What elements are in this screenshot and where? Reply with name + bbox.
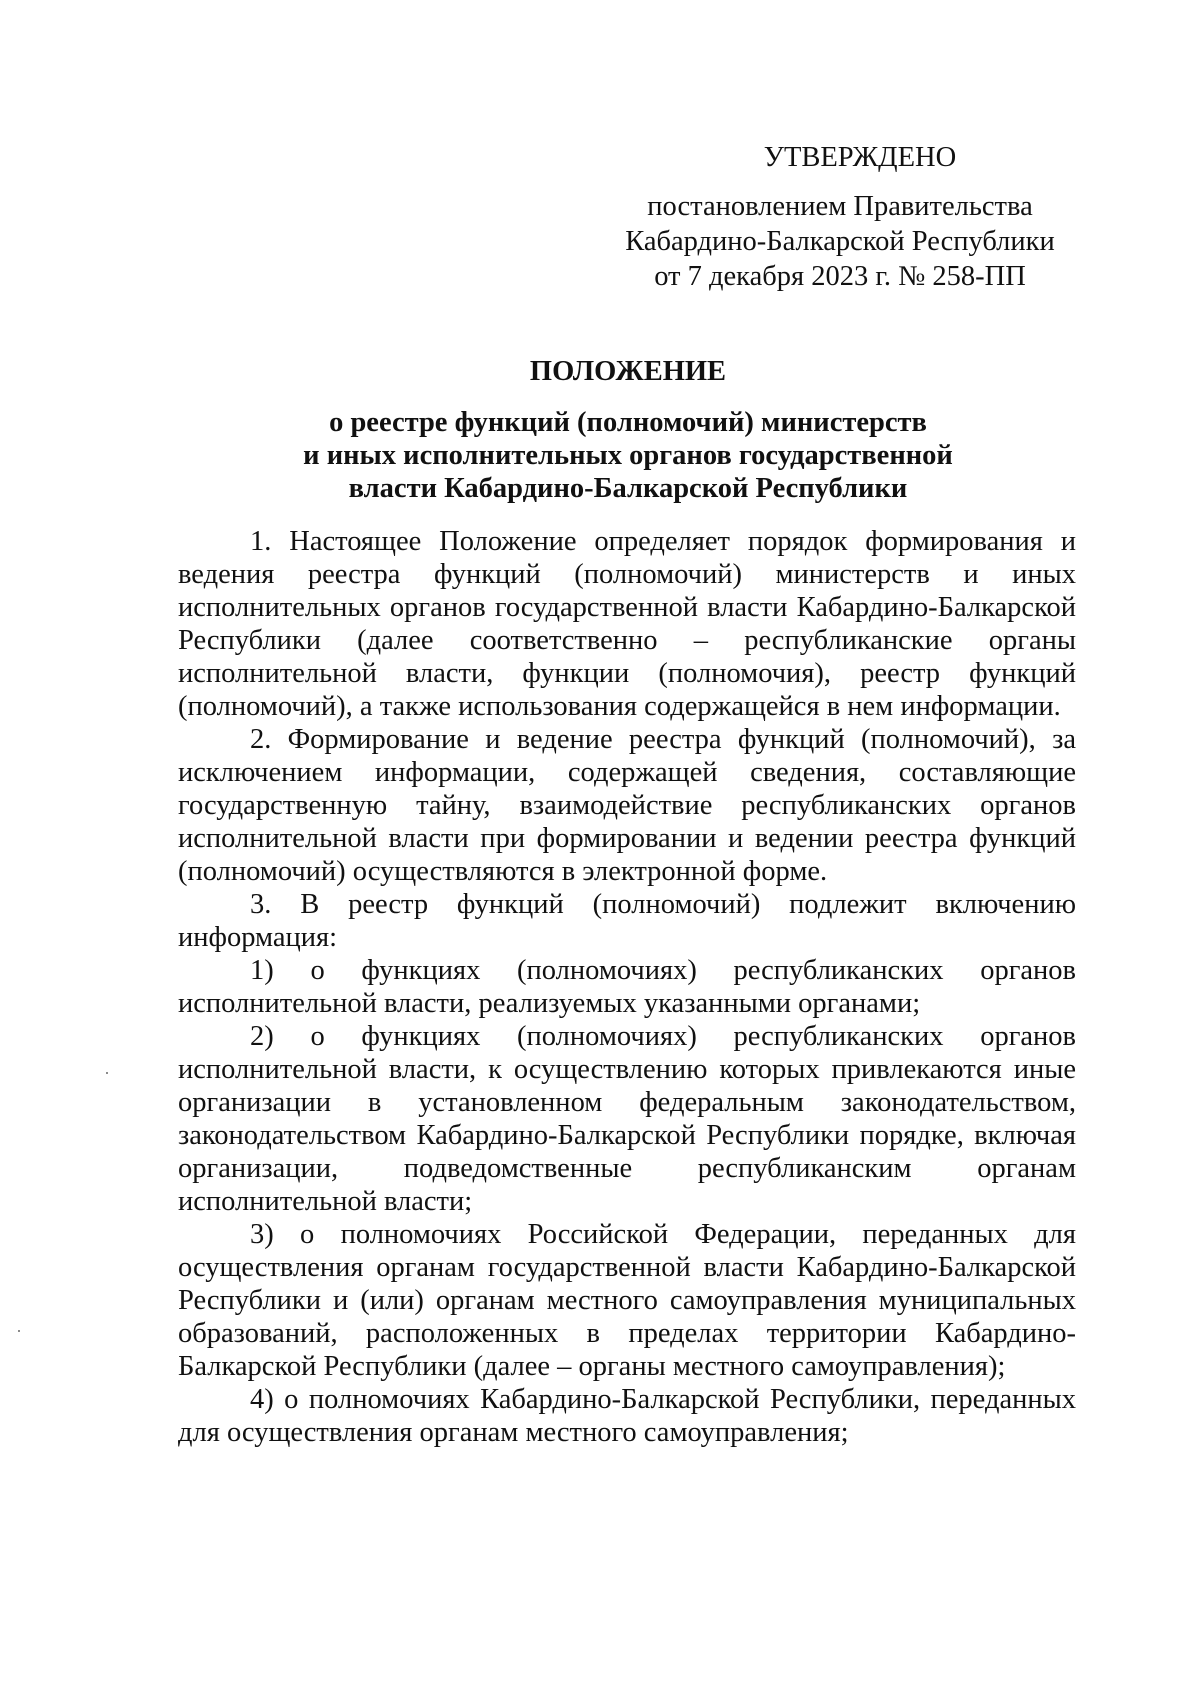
title-subtitle-line-2: и иных исполнительных органов государственной bbox=[303, 440, 953, 471]
paragraph-1: 1. Настоящее Положение определяет порядок формирования и ведения реестра функций (полномочий) министерств и иных исполнительных органов государственной власти Кабардино-Балкарской Республики (далее соответственно – республиканские органы исполнительной власти, функции (полномочия), реестр функций (полномочий), а также использования содержащейся в нем информации. bbox=[178, 526, 1076, 722]
approval-line-2: Кабардино-Балкарской Республики bbox=[625, 226, 1055, 257]
paragraph-3: 3. В реестр функций (полномочий) подлежит включению информация: bbox=[178, 889, 1076, 953]
approval-line-3: от 7 декабря 2023 г. № 258-ПП bbox=[654, 261, 1026, 292]
approval-heading: УТВЕРЖДЕНО bbox=[763, 142, 957, 173]
approval-line-1: постановлением Правительства bbox=[647, 191, 1033, 222]
paragraph-2: 2. Формирование и ведение реестра функций (полномочий), за исключением информации, содержащей сведения, составляющие государственную тайну, взаимодействие республиканских органов исполнительной власти при формировании и ведении реестра функций (полномочий) осуществляются в электронной форме. bbox=[178, 724, 1076, 887]
scan-speck bbox=[18, 1330, 20, 1332]
list-item-2: 2) о функциях (полномочиях) республиканских органов исполнительной власти, к осуществлению которых привлекаются иные организации в установленном федеральным законодательством, законодательством Кабардино-Балкарской Республики порядке, включая организации, подведомственные республиканским органам исполнительной власти; bbox=[178, 1021, 1076, 1217]
list-item-3: 3) о полномочиях Российской Федерации, переданных для осуществления органам государственной власти Кабардино-Балкарской Республики и (или) органам местного самоуправления муниципальных образований, расположенных в пределах территории Кабардино-Балкарской Республики (далее – органы местного самоуправления); bbox=[178, 1219, 1076, 1382]
list-item-1: 1) о функциях (полномочиях) республиканских органов исполнительной власти, реализуемых указанными органами; bbox=[178, 955, 1076, 1019]
document-title bbox=[170, 355, 1086, 505]
scan-speck bbox=[106, 1072, 108, 1074]
title-main: ПОЛОЖЕНИЕ bbox=[529, 356, 727, 387]
approval-stamp bbox=[600, 140, 1080, 294]
title-subtitle-line-3: власти Кабардино-Балкарской Республики bbox=[348, 473, 908, 504]
title-subtitle-line-1: о реестре функций (полномочий) министерств bbox=[329, 407, 927, 438]
list-item-4: 4) о полномочиях Кабардино-Балкарской Республики, переданных для осуществления органам местного самоуправления; bbox=[178, 1384, 1076, 1448]
document-body bbox=[178, 525, 1076, 1449]
